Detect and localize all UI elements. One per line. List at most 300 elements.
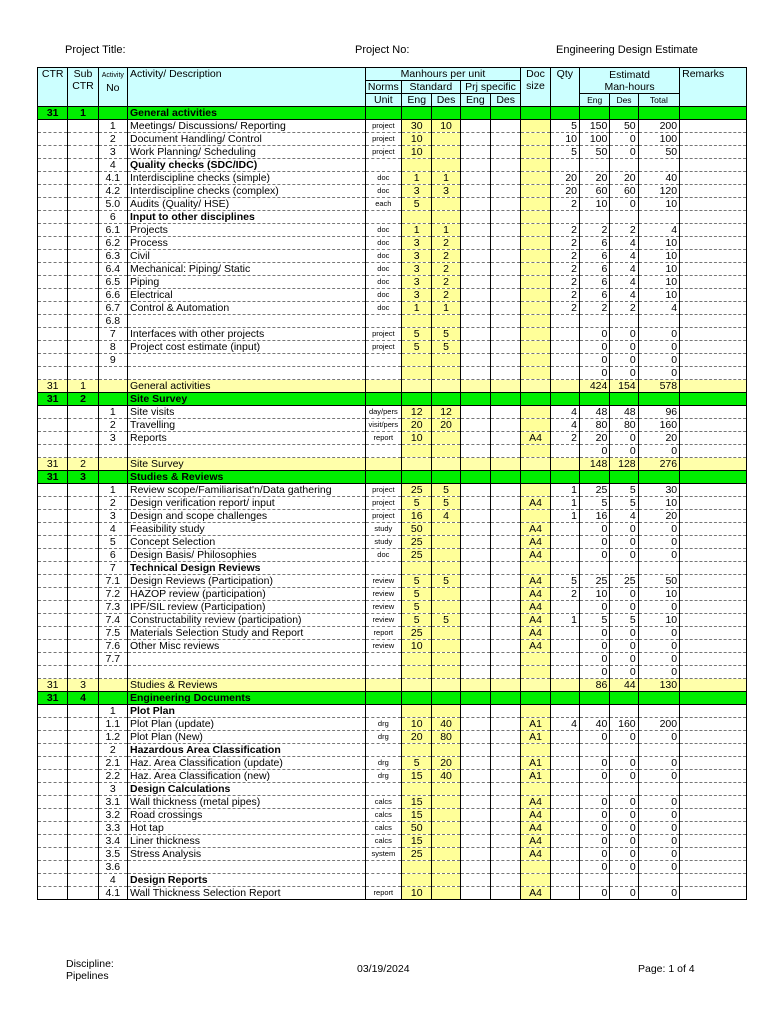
col-norms: Norms <box>365 81 401 94</box>
cell-description: Mechanical: Piping/ Static <box>127 263 365 276</box>
cell-est-total: 0 <box>638 835 679 848</box>
cell-sub-ctr <box>68 744 98 757</box>
cell-unit: report <box>365 887 401 900</box>
cell-est-des: 0 <box>610 770 638 783</box>
cell-est-des: 0 <box>610 367 638 380</box>
cell-prj-des <box>491 432 521 445</box>
cell-qty <box>550 640 579 653</box>
cell-description: Engineering Documents <box>127 692 365 705</box>
cell-std-eng: 25 <box>402 536 432 549</box>
table-row <box>38 822 747 835</box>
cell-unit: doc <box>365 302 401 315</box>
cell-activity-no: 5.0 <box>98 198 127 211</box>
cell-prj-des <box>491 341 521 354</box>
cell-std-eng <box>402 354 432 367</box>
cell-description: Travelling <box>127 419 365 432</box>
cell-prj-eng <box>460 783 490 796</box>
cell-est-total: 50 <box>638 575 679 588</box>
cell-activity-no: 4 <box>98 523 127 536</box>
cell-est-des: 0 <box>610 848 638 861</box>
cell-activity-no: 3.6 <box>98 861 127 874</box>
cell-doc-size: A4 <box>521 848 550 861</box>
cell-est-eng: 10 <box>580 588 610 601</box>
cell-qty <box>550 562 579 575</box>
cell-est-eng: 148 <box>580 458 610 471</box>
cell-description <box>127 653 365 666</box>
cell-sub-ctr: 1 <box>68 107 98 120</box>
cell-est-eng: 6 <box>580 250 610 263</box>
cell-description: Feasibility study <box>127 523 365 536</box>
cell-ctr <box>38 146 68 159</box>
cell-prj-eng <box>460 237 490 250</box>
cell-std-eng <box>402 445 432 458</box>
cell-activity-no: 3.4 <box>98 835 127 848</box>
cell-doc-size <box>521 653 550 666</box>
cell-activity-no: 3 <box>98 510 127 523</box>
cell-doc-size <box>521 562 550 575</box>
cell-unit: calcs <box>365 822 401 835</box>
cell-ctr <box>38 770 68 783</box>
cell-activity-no: 6.1 <box>98 224 127 237</box>
cell-doc-size: A4 <box>521 549 550 562</box>
table-row <box>38 224 747 237</box>
cell-est-des <box>610 315 638 328</box>
cell-prj-des <box>491 315 521 328</box>
document-title: Engineering Design Estimate <box>556 44 698 56</box>
cell-ctr: 31 <box>38 380 68 393</box>
cell-qty <box>550 809 579 822</box>
cell-prj-eng <box>460 588 490 601</box>
cell-ctr <box>38 627 68 640</box>
cell-est-des: 44 <box>610 679 638 692</box>
cell-activity-no: 4.1 <box>98 172 127 185</box>
cell-remarks <box>680 744 747 757</box>
cell-ctr <box>38 120 68 133</box>
table-row <box>38 354 747 367</box>
table-body <box>38 107 747 900</box>
cell-prj-eng <box>460 796 490 809</box>
cell-sub-ctr <box>68 588 98 601</box>
section-row <box>38 692 747 705</box>
cell-qty <box>550 744 579 757</box>
table-row <box>38 328 747 341</box>
cell-sub-ctr <box>68 276 98 289</box>
cell-doc-size: A4 <box>521 588 550 601</box>
cell-est-eng <box>580 705 610 718</box>
estimate-table <box>37 67 747 900</box>
cell-remarks <box>680 731 747 744</box>
cell-est-total <box>638 562 679 575</box>
cell-est-total: 10 <box>638 289 679 302</box>
cell-qty <box>550 328 579 341</box>
section-row <box>38 393 747 406</box>
cell-description <box>127 861 365 874</box>
cell-activity-no: 7 <box>98 562 127 575</box>
cell-unit <box>365 445 401 458</box>
cell-est-eng: 0 <box>580 822 610 835</box>
col-remarks: Remarks <box>680 68 747 107</box>
cell-ctr <box>38 744 68 757</box>
cell-doc-size: A4 <box>521 523 550 536</box>
cell-std-eng <box>402 692 432 705</box>
cell-unit <box>365 783 401 796</box>
cell-sub-ctr <box>68 419 98 432</box>
col-doc-size: Doc size <box>521 68 550 107</box>
cell-remarks <box>680 107 747 120</box>
cell-activity-no: 6 <box>98 211 127 224</box>
cell-qty: 2 <box>550 588 579 601</box>
cell-prj-des <box>491 224 521 237</box>
cell-std-eng <box>402 705 432 718</box>
cell-std-eng <box>402 783 432 796</box>
cell-est-des: 154 <box>610 380 638 393</box>
cell-est-des: 0 <box>610 809 638 822</box>
col-qty: Qty <box>550 68 579 107</box>
cell-std-des <box>432 666 460 679</box>
cell-prj-eng <box>460 198 490 211</box>
cell-doc-size: A4 <box>521 497 550 510</box>
cell-activity-no: 7.1 <box>98 575 127 588</box>
cell-est-total: 276 <box>638 458 679 471</box>
cell-prj-des <box>491 159 521 172</box>
table-row <box>38 484 747 497</box>
cell-description <box>127 367 365 380</box>
cell-description: Hot tap <box>127 822 365 835</box>
cell-prj-des <box>491 250 521 263</box>
cell-doc-size <box>521 237 550 250</box>
cell-qty <box>550 692 579 705</box>
cell-est-total: 0 <box>638 445 679 458</box>
cell-std-eng: 5 <box>402 341 432 354</box>
cell-doc-size <box>521 393 550 406</box>
cell-est-des: 0 <box>610 198 638 211</box>
cell-unit: study <box>365 523 401 536</box>
cell-std-des <box>432 692 460 705</box>
cell-description <box>127 315 365 328</box>
cell-doc-size: A4 <box>521 887 550 900</box>
cell-std-des <box>432 861 460 874</box>
table-row <box>38 770 747 783</box>
cell-est-des: 25 <box>610 575 638 588</box>
cell-unit: doc <box>365 172 401 185</box>
cell-sub-ctr <box>68 302 98 315</box>
cell-sub-ctr <box>68 484 98 497</box>
cell-est-total <box>638 393 679 406</box>
cell-sub-ctr: 3 <box>68 471 98 484</box>
table-row <box>38 705 747 718</box>
cell-est-eng: 0 <box>580 341 610 354</box>
cell-prj-des <box>491 185 521 198</box>
cell-ctr <box>38 406 68 419</box>
cell-ctr <box>38 783 68 796</box>
cell-doc-size: A4 <box>521 809 550 822</box>
cell-qty <box>550 354 579 367</box>
cell-ctr <box>38 133 68 146</box>
cell-qty <box>550 523 579 536</box>
table-row <box>38 302 747 315</box>
cell-prj-eng <box>460 458 490 471</box>
cell-qty: 1 <box>550 497 579 510</box>
cell-ctr <box>38 432 68 445</box>
cell-doc-size <box>521 198 550 211</box>
cell-std-des <box>432 380 460 393</box>
footer-date: 03/19/2024 <box>357 963 410 975</box>
cell-std-eng: 5 <box>402 614 432 627</box>
cell-est-eng: 150 <box>580 120 610 133</box>
cell-prj-eng <box>460 601 490 614</box>
cell-prj-des <box>491 263 521 276</box>
cell-ctr <box>38 718 68 731</box>
table-row <box>38 757 747 770</box>
cell-description <box>127 354 365 367</box>
cell-description: Plot Plan <box>127 705 365 718</box>
cell-sub-ctr <box>68 861 98 874</box>
cell-std-des <box>432 471 460 484</box>
cell-std-eng: 1 <box>402 172 432 185</box>
cell-ctr <box>38 731 68 744</box>
cell-est-eng: 16 <box>580 510 610 523</box>
cell-description <box>127 666 365 679</box>
cell-doc-size <box>521 185 550 198</box>
cell-remarks <box>680 796 747 809</box>
cell-sub-ctr <box>68 354 98 367</box>
cell-remarks <box>680 523 747 536</box>
cell-prj-eng <box>460 367 490 380</box>
cell-est-total: 200 <box>638 120 679 133</box>
cell-unit <box>365 471 401 484</box>
cell-description: Studies & Reviews <box>127 471 365 484</box>
cell-description: Liner thickness <box>127 835 365 848</box>
cell-std-des <box>432 159 460 172</box>
cell-std-eng: 15 <box>402 796 432 809</box>
cell-std-eng: 3 <box>402 263 432 276</box>
cell-std-des <box>432 211 460 224</box>
table-row <box>38 276 747 289</box>
cell-description: Wall Thickness Selection Report <box>127 887 365 900</box>
cell-est-total: 0 <box>638 757 679 770</box>
cell-remarks <box>680 575 747 588</box>
cell-remarks <box>680 835 747 848</box>
cell-unit <box>365 874 401 887</box>
cell-est-des <box>610 744 638 757</box>
cell-std-des <box>432 445 460 458</box>
cell-est-total: 96 <box>638 406 679 419</box>
cell-ctr <box>38 588 68 601</box>
cell-prj-eng <box>460 315 490 328</box>
cell-std-des <box>432 874 460 887</box>
cell-description: Technical Design Reviews <box>127 562 365 575</box>
cell-activity-no: 2 <box>98 419 127 432</box>
cell-sub-ctr <box>68 172 98 185</box>
cell-prj-des <box>491 484 521 497</box>
cell-std-eng <box>402 458 432 471</box>
cell-std-eng: 5 <box>402 497 432 510</box>
col-description: Activity/ Description <box>127 68 365 107</box>
cell-std-eng: 5 <box>402 198 432 211</box>
cell-prj-des <box>491 354 521 367</box>
cell-unit: project <box>365 328 401 341</box>
cell-est-des: 5 <box>610 497 638 510</box>
cell-unit <box>365 705 401 718</box>
cell-est-des: 4 <box>610 289 638 302</box>
cell-ctr: 31 <box>38 107 68 120</box>
cell-prj-des <box>491 276 521 289</box>
cell-std-eng <box>402 861 432 874</box>
cell-std-eng <box>402 666 432 679</box>
cell-description: Work Planning/ Scheduling <box>127 146 365 159</box>
cell-std-eng: 50 <box>402 822 432 835</box>
table-row <box>38 198 747 211</box>
cell-doc-size <box>521 458 550 471</box>
cell-est-eng: 0 <box>580 887 610 900</box>
cell-qty: 4 <box>550 718 579 731</box>
cell-est-eng: 80 <box>580 419 610 432</box>
cell-est-total <box>638 471 679 484</box>
cell-sub-ctr <box>68 536 98 549</box>
cell-prj-des <box>491 874 521 887</box>
cell-est-des: 0 <box>610 653 638 666</box>
cell-prj-eng <box>460 289 490 302</box>
cell-std-des <box>432 796 460 809</box>
cell-est-total: 0 <box>638 536 679 549</box>
cell-unit: visit/pers <box>365 419 401 432</box>
cell-ctr <box>38 497 68 510</box>
cell-description: Design Reviews (Participation) <box>127 575 365 588</box>
cell-est-eng: 0 <box>580 523 610 536</box>
cell-std-eng: 16 <box>402 510 432 523</box>
cell-qty: 1 <box>550 484 579 497</box>
cell-remarks <box>680 861 747 874</box>
cell-prj-eng <box>460 393 490 406</box>
cell-sub-ctr <box>68 250 98 263</box>
cell-description: Projects <box>127 224 365 237</box>
cell-std-des <box>432 432 460 445</box>
cell-est-des: 0 <box>610 887 638 900</box>
cell-prj-des <box>491 861 521 874</box>
cell-est-total: 0 <box>638 354 679 367</box>
cell-qty <box>550 666 579 679</box>
cell-est-des: 0 <box>610 757 638 770</box>
cell-doc-size <box>521 666 550 679</box>
cell-est-des: 50 <box>610 120 638 133</box>
cell-est-eng: 0 <box>580 848 610 861</box>
cell-std-eng: 3 <box>402 276 432 289</box>
cell-description: Stress Analysis <box>127 848 365 861</box>
cell-activity-no: 6.6 <box>98 289 127 302</box>
cell-std-eng: 10 <box>402 133 432 146</box>
cell-sub-ctr <box>68 822 98 835</box>
cell-prj-des <box>491 367 521 380</box>
cell-doc-size <box>521 146 550 159</box>
table-row <box>38 783 747 796</box>
table-row <box>38 575 747 588</box>
cell-qty: 2 <box>550 224 579 237</box>
table-row <box>38 887 747 900</box>
cell-prj-des <box>491 380 521 393</box>
cell-remarks <box>680 263 747 276</box>
cell-std-des: 80 <box>432 731 460 744</box>
cell-prj-eng <box>460 484 490 497</box>
cell-unit <box>365 211 401 224</box>
cell-description: Design and scope challenges <box>127 510 365 523</box>
cell-prj-eng <box>460 627 490 640</box>
cell-std-eng: 15 <box>402 809 432 822</box>
cell-activity-no: 1 <box>98 484 127 497</box>
cell-ctr <box>38 302 68 315</box>
cell-activity-no: 6.8 <box>98 315 127 328</box>
cell-sub-ctr <box>68 497 98 510</box>
cell-unit: doc <box>365 185 401 198</box>
cell-doc-size: A4 <box>521 601 550 614</box>
cell-std-des: 1 <box>432 302 460 315</box>
cell-unit: doc <box>365 237 401 250</box>
cell-std-des <box>432 887 460 900</box>
cell-remarks <box>680 484 747 497</box>
cell-remarks <box>680 874 747 887</box>
cell-prj-eng <box>460 887 490 900</box>
cell-prj-des <box>491 562 521 575</box>
cell-doc-size <box>521 315 550 328</box>
cell-ctr <box>38 198 68 211</box>
cell-est-eng: 0 <box>580 809 610 822</box>
cell-ctr <box>38 874 68 887</box>
subtotal-row <box>38 380 747 393</box>
cell-est-total: 0 <box>638 861 679 874</box>
cell-prj-eng <box>460 432 490 445</box>
cell-activity-no: 2 <box>98 744 127 757</box>
table-row <box>38 510 747 523</box>
cell-std-des: 2 <box>432 263 460 276</box>
cell-unit: project <box>365 341 401 354</box>
col-activity-no: Activity No <box>98 68 127 107</box>
cell-qty: 1 <box>550 614 579 627</box>
cell-qty <box>550 211 579 224</box>
cell-est-eng: 6 <box>580 263 610 276</box>
cell-est-des: 80 <box>610 419 638 432</box>
cell-qty <box>550 731 579 744</box>
cell-std-des <box>432 640 460 653</box>
cell-doc-size: A4 <box>521 575 550 588</box>
table-row <box>38 835 747 848</box>
cell-prj-des <box>491 328 521 341</box>
cell-doc-size <box>521 380 550 393</box>
cell-remarks <box>680 250 747 263</box>
cell-sub-ctr <box>68 224 98 237</box>
cell-activity-no <box>98 393 127 406</box>
cell-qty <box>550 653 579 666</box>
cell-prj-eng <box>460 822 490 835</box>
cell-std-eng <box>402 679 432 692</box>
cell-description: Interdiscipline checks (complex) <box>127 185 365 198</box>
cell-prj-eng <box>460 861 490 874</box>
cell-std-des <box>432 679 460 692</box>
cell-unit <box>365 354 401 367</box>
cell-remarks <box>680 510 747 523</box>
cell-doc-size: A4 <box>521 822 550 835</box>
cell-prj-eng <box>460 757 490 770</box>
cell-prj-eng <box>460 575 490 588</box>
cell-qty <box>550 458 579 471</box>
cell-prj-eng <box>460 159 490 172</box>
cell-unit: drg <box>365 757 401 770</box>
cell-est-eng: 0 <box>580 796 610 809</box>
cell-est-des: 60 <box>610 185 638 198</box>
cell-prj-eng <box>460 302 490 315</box>
cell-description: Project cost estimate (input) <box>127 341 365 354</box>
cell-unit: drg <box>365 718 401 731</box>
cell-remarks <box>680 328 747 341</box>
cell-sub-ctr <box>68 653 98 666</box>
